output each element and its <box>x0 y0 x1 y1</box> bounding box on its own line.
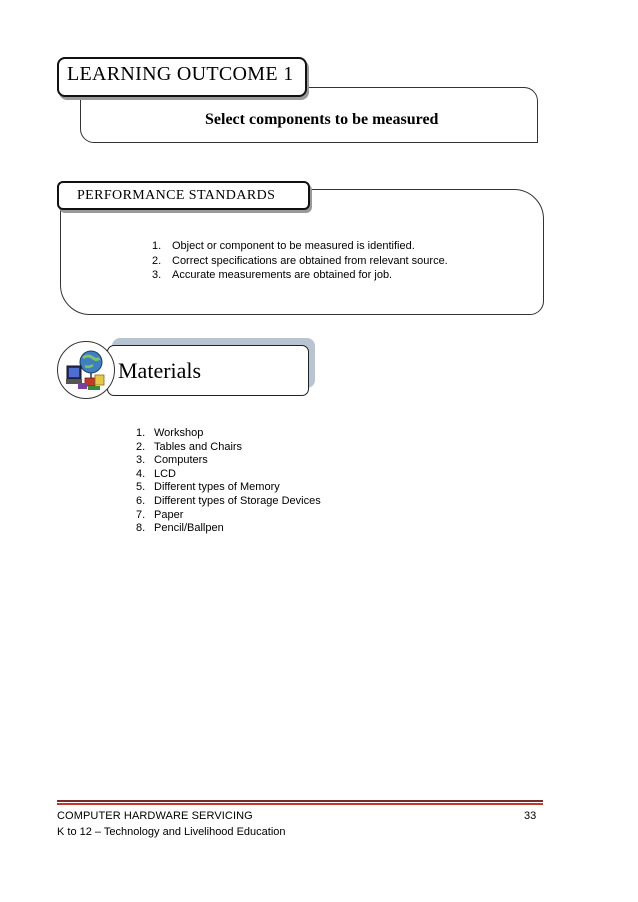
list-item: 1. Workshop <box>136 427 204 439</box>
list-item: 1. Object or component to be measured is identified. <box>152 240 415 252</box>
list-item: 4. LCD <box>136 467 177 480</box>
footer-course: COMPUTER HARDWARE SERVICING <box>57 810 253 822</box>
materials-title: Materials <box>118 358 202 383</box>
performance-standards-list <box>152 239 448 283</box>
performance-standards-title: PERFORMANCE STANDARDS <box>77 188 276 203</box>
materials-list <box>136 427 321 536</box>
learning-outcome-title: LEARNING OUTCOME 1 <box>67 63 294 85</box>
list-item: 7. Paper <box>136 508 184 521</box>
list-item: 2. Tables and Chairs <box>136 440 243 453</box>
list-item: 3. Computers <box>136 454 208 467</box>
learning-outcome-subtitle: Select components to be measured <box>205 111 439 128</box>
list-item: 8. Pencil/Ballpen <box>136 522 224 535</box>
computer-globe-icon <box>57 341 115 399</box>
list-item: 5. Different types of Memory <box>136 481 280 494</box>
computer-globe-icon-graphic <box>58 342 114 398</box>
footer-rule-dark <box>57 800 543 802</box>
list-item: 6. Different types of Storage Devices <box>136 494 321 507</box>
list-item: 3. Accurate measurements are obtained for job. <box>152 269 393 281</box>
page-number: 33 <box>524 810 537 822</box>
footer-rule-red <box>57 803 543 805</box>
footer-program: K to 12 – Technology and Livelihood Education <box>57 826 286 838</box>
list-item: 2. Correct specifications are obtained from relevant source. <box>152 254 448 267</box>
